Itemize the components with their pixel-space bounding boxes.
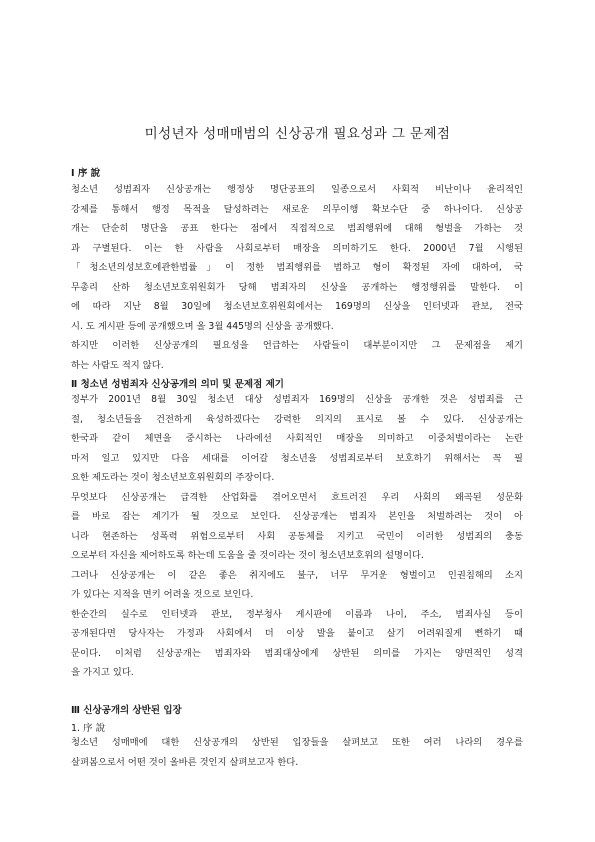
text-line: 그러나 신상공개는 이 같은 좋은 취지에도 불구, 너무 무거운 형벌이고 인권침해의 소지 [71,569,523,581]
section-heading-2: Ⅱ 청소년 성범죄자 신상공개의 의미 및 문제점 제기 [71,379,284,390]
text-line: 가 있다는 지적을 면키 어려울 것으로 보인다. [71,589,254,600]
text-line: 청소년 성범죄자 신상공개는 행정상 명단공표의 일종으로서 사회적 비난이나 윤리적인 [71,184,523,195]
paragraph [71,180,523,336]
section-heading-3: Ⅲ 신상공개의 상반된 입장 [71,705,182,716]
text-line: 공개된다면 당사자는 가정과 사회에서 더 이상 발을 붙이고 살기 어려워질게 뻔하기 때 [71,628,523,639]
text-line: 과 구별된다. 이는 한 사람을 사회로부터 매장을 의미하기도 한다. 2000년 7월 시행된 [71,242,523,254]
text-line: 강제를 통해서 행정 목적을 달성하려는 새로운 의무이행 확보수단 중 하나이다. 신상공 [71,203,523,215]
text-line: 마저 일고 있지만 다음 세대를 이어갈 청소년을 성범죄로부터 보호하기 위해서는 꼭 필 [71,452,523,464]
text-line: 을 가지고 있다. [71,667,134,678]
paragraph [71,605,523,683]
document-title: 미성년자 성매매범의 신상공개 필요성과 그 문제점 [144,126,451,142]
text-line: 무총리 산하 청소년보호위원회가 당해 범죄자의 신상을 공개하는 행정행위를 말한다. 이 [71,281,523,293]
text-line: 를 바로 잡는 계기가 될 것으로 보인다. 신상공개는 범죄자 본인을 처벌하려는 것이 아 [71,511,523,522]
paragraph [71,733,523,772]
text-line: 살펴봄으로서 어떤 것이 올바른 것인지 살펴보고자 한다. [71,756,299,768]
section-heading-1: Ⅰ 序 說 [71,168,101,179]
text-line: 절, 청소년들을 건전하게 육성하겠다는 강력한 의지의 표시로 볼 수 있다. 신상공개는 [71,413,523,425]
subsection-heading: 1. 序 說 [71,723,106,734]
text-line: 한순간의 실수로 인터넷과 관보, 정부청사 게시판에 이름과 나이, 주소, 범죄사실 등이 [71,608,523,620]
text-line: 하지만 이러한 신상공개의 필요성을 언급하는 사람들이 대부분이지만 그 문제점을 제기 [71,340,523,351]
text-line: 으로부터 자신을 제어하도록 하는데 도움을 줄 것이라는 것이 청소년보호위의 설명이다. [71,550,424,561]
text-line: 개는 단순히 명단을 공표 한다는 점에서 직접적으로 범죄행위에 대해 형벌을 가하는 것 [71,223,523,234]
text-line: 「청소년의성보호에관한법률」이 정한 범죄행위를 범하고 형이 확정된 자에 대하여, 국 [71,262,523,273]
paragraph [71,488,523,566]
text-line: 한국과 같이 체면을 중시하는 나라에선 사회적인 매장을 의미하고 이중처벌이라는 논란 [71,433,523,444]
paragraph [71,390,523,488]
text-line: 하는 사람도 적지 않다. [71,359,164,371]
text-line: 시. 도 게시판 등에 공개했으며 올 3월 445명의 신상을 공개했다. [71,320,334,332]
paragraph [71,336,523,375]
text-line: 무엇보다 신상공개는 급격한 산업화를 겪어오면서 흐트러진 우리 사회의 왜곡된 성문화 [71,491,523,503]
text-line: 요한 제도라는 것이 청소년보호위원회의 주장이다. [71,472,275,483]
text-line: 니라 현존하는 성폭력 위험으로부터 사회 공동체를 지키고 국민이 이러한 성범죄의 충동 [71,530,523,542]
text-line: 정부가 2001년 8월 30일 청소년 대상 성범죄자 169명의 신상을 공개한 것은 성범죄를 근 [71,394,523,405]
text-line: 청소년 성매매에 대한 신상공개의 상반된 입장들을 살펴보고 또한 여러 나라의 경우를 [71,737,523,748]
text-line: 문이다. 이처럼 신상공개는 범죄자와 범죄대상에게 상반된 의미를 가지는 양면적인 성격 [71,647,523,659]
paragraph [71,566,523,605]
text-line: 에 따라 지난 8월 30일에 청소년보호위원회에서는 169명의 신상을 인터넷과 관보, 전국 [71,301,523,312]
